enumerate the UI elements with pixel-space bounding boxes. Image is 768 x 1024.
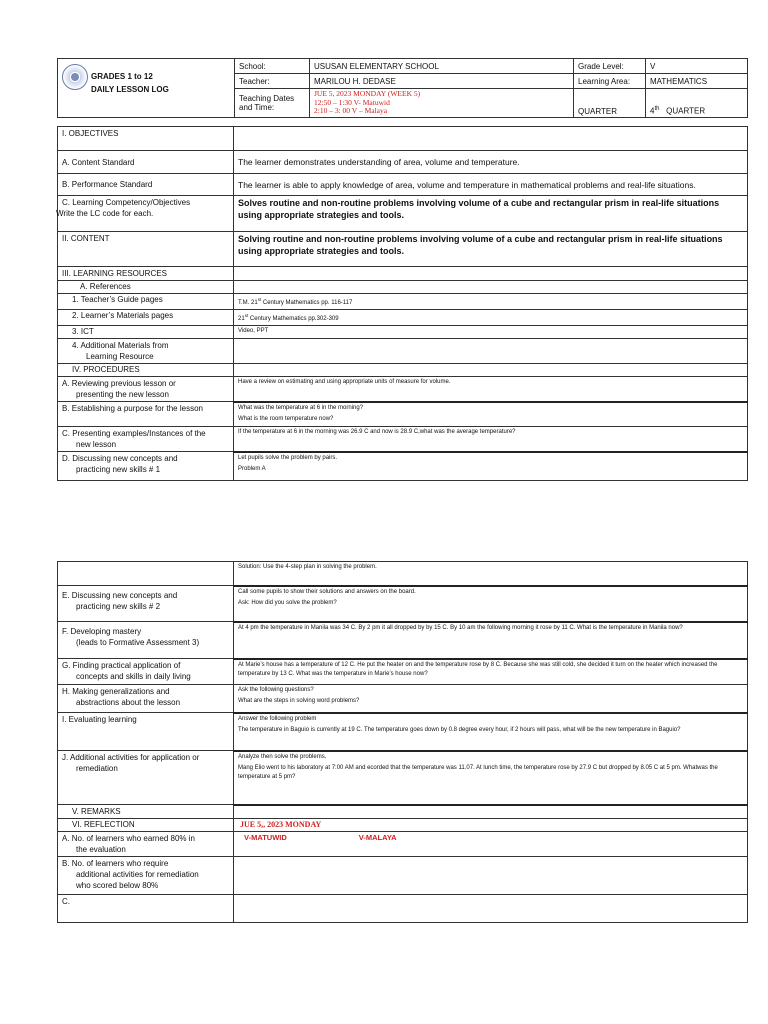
content-value: Solving routine and non-routine problems involving volume of a cube and rectangular prism in real-life situations using appropriate strategies and tools. <box>234 232 748 267</box>
proc-d-value <box>234 452 748 481</box>
learning-resources-blank <box>234 267 748 281</box>
additional-materials-label <box>58 339 234 364</box>
proc-j-value <box>234 751 748 805</box>
dates-label-line1: Teaching Dates <box>239 94 295 103</box>
proc-h-line1: H. Making generalizations and <box>62 687 170 696</box>
proc-d-label <box>58 452 234 481</box>
teacher-value: MARILOU H. DEDASE <box>310 74 574 89</box>
quarter-number: 4 <box>650 107 655 116</box>
proc-i-value <box>234 713 748 751</box>
proc-e-line2: practicing new skills # 2 <box>76 602 161 611</box>
lm-post: Century Mathematics pp.302-309 <box>248 316 339 322</box>
reflection-a-line2: the evaluation <box>76 845 126 854</box>
competency-label-line1: C. Learning Competency/Objectives <box>62 198 191 207</box>
learning-resources-heading: III. LEARNING RESOURCES <box>58 267 234 281</box>
competency-label <box>58 196 234 232</box>
daily-lesson-log-title: DAILY LESSON LOG <box>91 85 169 94</box>
school-value: USUSAN ELEMENTARY SCHOOL <box>310 59 574 74</box>
proc-c-value: If the temperature at 6 in the morning was 26.9 C and now is 28.9 C,what was the average temperature? <box>234 427 748 452</box>
reflection-b-line1: B. No. of learners who require <box>62 859 169 868</box>
tg-sup: st <box>257 297 262 302</box>
date-line3: 2:10 – 3: 00 V – Malaya <box>314 106 388 116</box>
content-standard-value: The learner demonstrates understanding of area, volume and temperature. <box>234 151 748 174</box>
proc-i-line1-value: Answer the following problem <box>238 715 317 722</box>
quarter-sup: th <box>654 106 660 113</box>
competency-value: Solves routine and non-routine problems involving volume of a cube and rectangular prism in real-life situations using appropriate strategies and tools. <box>234 196 748 232</box>
learning-area-label: Learning Area: <box>574 74 646 89</box>
date-line2: 12:50 – 1:30 V- Matuwid <box>314 97 390 107</box>
proc-e-label <box>58 586 234 622</box>
proc-c-line1: C. Presenting examples/Instances of the <box>62 429 206 438</box>
additional-materials-line2: Learning Resource <box>86 352 154 361</box>
proc-b-line2: What is the room temperature now? <box>238 415 334 422</box>
logo-cell <box>58 59 235 118</box>
solution-blank <box>58 562 234 586</box>
learners-materials-label: 2. Learner’s Materials pages <box>58 310 234 326</box>
objectives-heading: I. OBJECTIVES <box>58 127 234 151</box>
reflection-c-label: C. <box>58 895 234 923</box>
learning-area-value: MATHEMATICS <box>646 74 748 89</box>
reflection-b-line3: who scored below 80% <box>76 881 159 890</box>
matuwid-section: V-MATUWID <box>244 833 287 842</box>
competency-label-line2: Write the LC code for each. <box>56 209 154 218</box>
proc-g-label <box>58 659 234 685</box>
header-table <box>57 58 748 118</box>
teaching-dates-label <box>235 89 310 118</box>
malaya-section: V-MALAYA <box>358 833 397 842</box>
proc-b-value <box>234 402 748 427</box>
tg-pre: T.M. 21 <box>238 300 258 306</box>
proc-c-line2: new lesson <box>76 440 117 449</box>
additional-materials-line1: 4. Additional Materials from <box>72 341 169 350</box>
remarks-blank <box>234 805 748 819</box>
reflection-a-label <box>58 832 234 857</box>
proc-j-line1: J. Additional activities for application or <box>62 753 200 762</box>
ict-value: Video, PPT <box>234 326 748 339</box>
proc-i-label: I. Evaluating learning <box>58 713 234 751</box>
performance-standard-value: The learner is able to apply knowledge of area, volume and temperature in mathematical problems and real-life situations. <box>234 174 748 196</box>
proc-f-label <box>58 622 234 659</box>
proc-d-line2: practicing new skills # 1 <box>76 465 161 474</box>
proc-e-line1-value: Call some pupils to show their solutions and answers on the board. <box>238 588 416 595</box>
procedures-continued-table <box>57 561 748 923</box>
references-label: A. References <box>58 281 234 294</box>
proc-h-label <box>58 685 234 713</box>
lm-pre: 21 <box>238 316 245 322</box>
content-standard-label: A. Content Standard <box>58 151 234 174</box>
proc-e-line2-value: Ask: How did you solve the problem? <box>238 599 337 606</box>
additional-materials-blank <box>234 339 748 364</box>
proc-h-value <box>234 685 748 713</box>
teachers-guide-label: 1. Teacher’s Guide pages <box>58 294 234 310</box>
proc-a-line1: A. Reviewing previous lesson or <box>62 379 176 388</box>
performance-standard-label: B. Performance Standard <box>58 174 234 196</box>
grade-level-value: V <box>646 59 748 74</box>
ict-label: 3. ICT <box>58 326 234 339</box>
procedures-blank <box>234 364 748 377</box>
proc-c-label <box>58 427 234 452</box>
grade-level-label: Grade Level: <box>574 59 646 74</box>
proc-a-line2: presenting the new lesson <box>76 390 169 399</box>
quarter-value <box>646 89 748 118</box>
proc-a-value: Have a review on estimating and using appropriate units of measure for volume. <box>234 377 748 402</box>
proc-e-value <box>234 586 748 622</box>
proc-e-line1: E. Discussing new concepts and <box>62 591 178 600</box>
proc-f-value: At 4 pm the temperature in Manila was 34 C. By 2 pm it all dropped by by 15 C. By 10 am the following morning it rose by 11 C. What is the temperature in Manila now? <box>234 622 748 659</box>
grades-label: GRADES 1 to 12 <box>91 72 153 81</box>
proc-g-line1: G. Finding practical application of <box>62 661 181 670</box>
proc-h-line1-value: Ask the following questions? <box>238 687 314 693</box>
objectives-table <box>57 126 748 481</box>
reflection-b-value <box>234 857 748 895</box>
lm-sup: st <box>244 313 249 318</box>
proc-b-label: B. Establishing a purpose for the lesson <box>58 402 234 427</box>
quarter-word: QUARTER <box>666 107 706 116</box>
proc-h-line2-value: What are the steps in solving word problems? <box>238 698 360 704</box>
references-blank <box>234 281 748 294</box>
dates-label-line2: and Time: <box>239 103 275 112</box>
reflection-date: JUE 5,, 2023 MONDAY <box>234 819 748 832</box>
teachers-guide-value <box>234 294 748 310</box>
date-line1: JUE 5, 2023 MONDAY (WEEK 5) <box>314 89 421 99</box>
tg-post: Century Mathematics pp. 116-117 <box>261 300 353 306</box>
proc-j-line2: remediation <box>76 764 118 773</box>
proc-i-line2-value: The temperature in Baguio is currently at 19 C. The temperature goes down by 0.8 degree every hour, if 2 hours will pass, what will be the new temperature in Baguio? <box>238 726 681 733</box>
reflection-c-value <box>234 895 748 923</box>
proc-a-label <box>58 377 234 402</box>
reflection-b-label <box>58 857 234 895</box>
reflection-label: VI. REFLECTION <box>58 819 234 832</box>
objectives-blank <box>234 127 748 151</box>
teacher-label: Teacher: <box>235 74 310 89</box>
quarter-label: QUARTER <box>574 89 646 118</box>
content-label: II. CONTENT <box>58 232 234 267</box>
proc-d-line1-value: Let pupils solve the problem by pairs. <box>238 454 338 461</box>
reflection-a-value <box>234 832 748 857</box>
proc-g-line2: concepts and skills in daily living <box>76 672 191 681</box>
reflection-b-line2: additional activities for remediation <box>76 870 199 879</box>
proc-g-value: At Marie’s house has a temperature of 12 C. He put the heater on and the temperature rose by 8 C. Because she was still cold, she decided it turn on the heater which increased the temperature by 13 C. What was the temperature in Marie’s house now? <box>234 659 748 685</box>
school-label: School: <box>235 59 310 74</box>
proc-b-line1: What was the temperature at 6 in the morning? <box>238 404 364 411</box>
remarks-label: V. REMARKS <box>58 805 234 819</box>
proc-j-line2-value: Mang Elio went to his laboratory at 7:00 AM and ecorded that the temperature was 11.07. At lunch time, the temperature rose by 27.9 C but dropped by 8.05 C at 5 pm. Whatwas the temperature at 5 pm? <box>238 764 718 780</box>
solution-value: Solution: Use the 4-step plan in solving the problem. <box>234 562 748 586</box>
proc-j-line1-value: Analyze then solve the problems. <box>238 753 327 760</box>
proc-j-label <box>58 751 234 805</box>
teaching-dates-value <box>310 89 574 118</box>
reflection-a-line1: A. No. of learners who earned 80% in <box>62 834 195 843</box>
learners-materials-value <box>234 310 748 326</box>
proc-h-line2: abstractions about the lesson <box>76 698 181 707</box>
procedures-heading: IV. PROCEDURES <box>58 364 234 377</box>
proc-d-line1: D. Discussing new concepts and <box>62 454 178 463</box>
proc-f-line1: F. Developing mastery <box>62 627 142 636</box>
proc-f-line2: (leads to Formative Assessment 3) <box>76 638 200 647</box>
proc-d-line2-value: Problem A <box>238 465 266 472</box>
